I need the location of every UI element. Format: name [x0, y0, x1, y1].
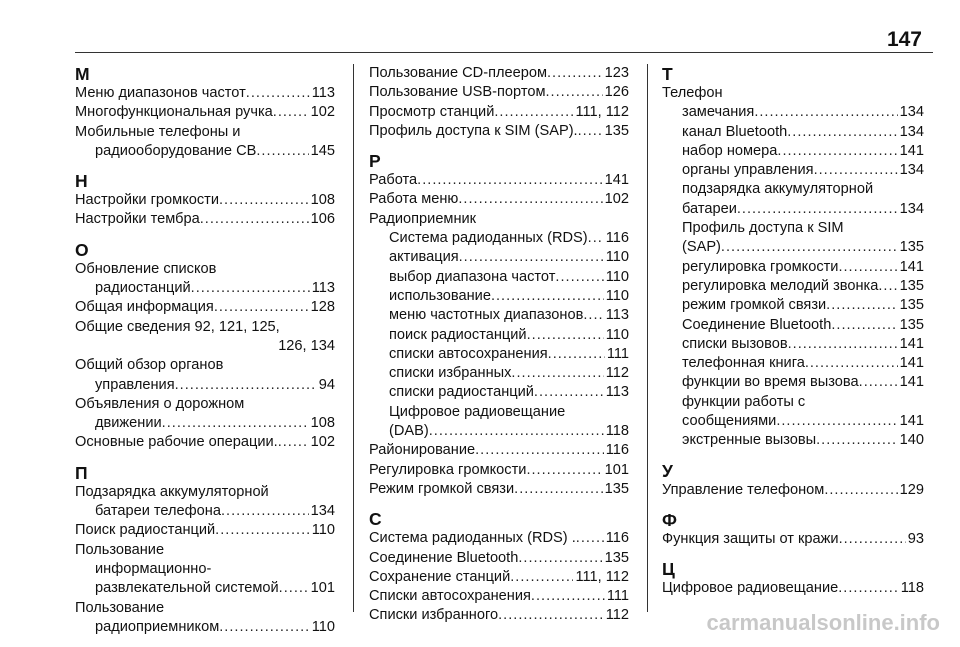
index-section — [75, 64, 335, 161]
entry-text: Списки автосохранения — [369, 588, 531, 605]
entry-page: 134 — [899, 104, 924, 121]
index-heading: информационно- — [95, 560, 212, 577]
dot-leader — [534, 383, 604, 402]
entry-text: (DAB) — [389, 423, 429, 440]
entry-text: управления — [95, 376, 175, 393]
index-entry — [369, 103, 629, 122]
index-heading: Общие сведения 92, 121, 125, — [75, 318, 280, 335]
index-entry — [369, 229, 629, 248]
index-entry — [662, 238, 924, 257]
dot-leader — [511, 364, 603, 383]
entry-text: меню частотных диапазонов — [389, 307, 584, 324]
index-entry — [75, 298, 335, 317]
entry-page: 110 — [605, 268, 629, 285]
entry-text: канал Bluetooth — [682, 123, 788, 140]
entry-page: 111, 112 — [575, 568, 629, 585]
entry-page: 108 — [310, 192, 335, 209]
index-heading: Цифровое радиовещание — [389, 403, 566, 420]
dot-leader — [494, 103, 573, 122]
dot-leader — [475, 441, 604, 460]
entry-page: 118 — [900, 580, 924, 597]
index-entry — [662, 142, 924, 161]
entry-page: 141 — [899, 258, 924, 275]
index-entry — [369, 568, 629, 587]
dot-leader — [816, 431, 898, 450]
index-entry — [369, 190, 629, 209]
section-letter: М — [75, 64, 90, 84]
entry-page: 134 — [899, 162, 924, 179]
entry-page: 111 — [606, 345, 629, 362]
dot-leader — [221, 502, 309, 521]
entry-text: экстренные вызовы — [682, 432, 817, 449]
entry-page: 140 — [899, 432, 924, 449]
entry-text: Просмотр станций — [369, 103, 495, 120]
entry-text: Основные рабочие операции. — [75, 434, 278, 451]
entry-page: 101 — [604, 461, 629, 478]
entry-page: 135 — [899, 239, 924, 256]
index-column-1 — [75, 64, 335, 647]
section-letter: У — [662, 460, 673, 481]
entry-text: Регулировка громкости — [369, 461, 527, 478]
entry-text: Пользование USB-портом — [369, 84, 546, 101]
dot-leader — [754, 103, 897, 122]
dot-leader — [458, 190, 602, 209]
dot-leader — [219, 191, 309, 210]
index-entry — [369, 383, 629, 402]
entry-text: радиоприемником — [95, 618, 220, 635]
section-letter: Ц — [662, 559, 675, 580]
section-letter: С — [369, 509, 382, 530]
index-heading: Телефон — [662, 85, 723, 101]
index-entry — [369, 480, 629, 499]
section-letter: Ф — [662, 509, 677, 530]
index-entry — [369, 461, 629, 480]
index-entry — [369, 364, 629, 383]
index-heading: Общий обзор органов — [75, 357, 224, 374]
entry-page: 116 — [605, 230, 629, 247]
dot-leader — [191, 279, 310, 298]
entry-page: 110 — [605, 326, 629, 343]
dot-leader — [510, 568, 573, 587]
index-heading: Объявления о дорожном — [75, 395, 245, 412]
entry-page: 106 — [310, 211, 335, 228]
index-heading: Мобильные телефоны и — [75, 123, 241, 140]
entry-page: 111, 112 — [575, 103, 629, 120]
entry-text: батареи — [682, 200, 737, 217]
entry-page: 113 — [311, 280, 335, 297]
watermark-logo: carmanualsonline.info — [706, 610, 940, 635]
index-entry — [369, 248, 629, 267]
dot-leader — [831, 316, 897, 335]
dot-leader — [417, 171, 602, 190]
index-entry — [75, 103, 335, 122]
index-entry — [662, 258, 924, 277]
index-entry — [75, 191, 335, 210]
dot-leader — [527, 326, 604, 345]
entry-page: 116 — [605, 530, 629, 547]
entry-page: 102 — [310, 104, 335, 121]
dot-leader — [279, 579, 309, 598]
entry-text: списки вызовов — [682, 335, 788, 352]
entry-text: батареи телефона — [95, 503, 221, 520]
index-entry — [369, 83, 629, 102]
entry-text: Сохранение станций — [369, 568, 511, 585]
entry-page: 145 — [310, 142, 335, 159]
dot-leader — [826, 296, 897, 315]
dot-leader — [547, 64, 603, 83]
entry-page: 135 — [604, 122, 629, 139]
entry-text: выбор диапазона частот — [389, 268, 556, 285]
dot-leader — [273, 103, 309, 122]
dot-leader — [776, 412, 897, 431]
entry-page: 112 — [605, 365, 629, 382]
dot-leader — [459, 248, 604, 267]
entry-page: 102 — [604, 191, 629, 208]
entry-text: Поиск радиостанций — [75, 522, 216, 539]
dot-leader — [721, 238, 898, 257]
index-heading: Радиоприемник — [369, 210, 477, 227]
dot-leader — [805, 354, 898, 373]
index-section — [662, 64, 924, 451]
index-heading: Пользование — [75, 599, 165, 616]
index-section — [75, 240, 335, 453]
entry-page: 129 — [899, 481, 924, 498]
index-entry — [369, 64, 629, 83]
dot-leader — [175, 376, 317, 395]
dot-leader — [526, 461, 602, 480]
index-entry — [662, 103, 924, 122]
dot-leader — [583, 306, 603, 325]
index-column-2 — [369, 64, 629, 636]
entry-text: Работа меню — [369, 191, 459, 208]
entry-text: радиооборудование CB — [95, 142, 257, 159]
entry-page: 135 — [604, 480, 629, 497]
index-entry — [75, 414, 335, 433]
entry-page: 128 — [310, 299, 335, 316]
index-entry — [662, 335, 924, 354]
dot-leader — [256, 142, 308, 161]
index-entry — [662, 481, 924, 500]
dot-leader — [824, 481, 897, 500]
entry-page: 141 — [899, 413, 924, 430]
entry-text: развлекательной системой — [95, 580, 279, 597]
dot-leader — [859, 373, 898, 392]
index-entry — [369, 326, 629, 345]
entry-text: активация — [389, 249, 459, 266]
entry-text: списки радиостанций — [389, 384, 534, 401]
section-letter: О — [75, 239, 89, 260]
section-letter: Н — [75, 171, 88, 192]
entry-page: 135 — [899, 316, 924, 333]
dot-leader — [546, 83, 603, 102]
section-letter: Т — [662, 64, 673, 84]
entry-text: регулировка громкости — [682, 258, 839, 275]
index-entry — [662, 373, 924, 392]
dot-leader — [737, 200, 898, 219]
dot-leader — [531, 587, 605, 606]
entry-text: Многофункциональная ручка — [75, 104, 273, 121]
entry-page: 113 — [605, 384, 629, 401]
entry-text: функции во время вызова — [682, 374, 859, 391]
entry-text: Профиль доступа к SIM (SAP). — [369, 122, 578, 139]
index-entry — [662, 161, 924, 180]
entry-text: режим громкой связи — [682, 297, 827, 314]
dot-leader — [588, 229, 604, 248]
entry-text: движении — [95, 415, 162, 432]
entry-text: Цифровое радиовещание — [662, 580, 839, 597]
entry-text: Списки избранного — [369, 607, 499, 624]
entry-text: телефонная книга — [682, 355, 805, 372]
dot-leader — [518, 549, 602, 568]
index-entry — [369, 171, 629, 190]
dot-leader — [777, 142, 897, 161]
index-entry — [369, 549, 629, 568]
entry-page: 118 — [605, 423, 629, 440]
dot-leader — [491, 287, 604, 306]
index-entry — [75, 521, 335, 540]
entry-page: 110 — [311, 618, 335, 635]
index-entry — [662, 200, 924, 219]
entry-page: 93 — [907, 530, 924, 547]
entry-text: Функция защиты от кражи — [662, 530, 839, 547]
entry-page: 111 — [606, 588, 629, 605]
index-entry — [75, 376, 335, 395]
index-entry — [369, 529, 629, 548]
entry-text: Меню диапазонов частот — [75, 85, 246, 101]
index-entry — [369, 422, 629, 441]
index-entry — [369, 268, 629, 287]
entry-page: 113 — [605, 307, 629, 324]
dot-leader — [878, 277, 897, 296]
index-section — [662, 461, 924, 500]
entry-page: 126 — [604, 84, 629, 101]
index-heading: Профиль доступа к SIM — [682, 220, 844, 237]
entry-text: списки избранных — [389, 365, 512, 382]
index-entry — [662, 296, 924, 315]
entry-page: 123 — [604, 65, 629, 81]
index-section — [369, 509, 629, 625]
entry-page: 94 — [318, 376, 335, 393]
dot-leader — [555, 268, 603, 287]
dot-leader — [514, 480, 603, 499]
index-entry — [369, 287, 629, 306]
column-divider — [647, 64, 648, 612]
column-divider — [353, 64, 354, 612]
page-number: 147 — [886, 28, 922, 51]
section-letter: Р — [369, 151, 381, 172]
entry-page: 116 — [605, 442, 629, 459]
dot-leader — [814, 161, 898, 180]
dot-leader — [838, 258, 897, 277]
dot-leader — [787, 123, 897, 142]
index-section — [369, 151, 629, 499]
entry-page: 135 — [899, 277, 924, 294]
index-entry — [75, 84, 335, 103]
entry-page: 141 — [899, 142, 924, 159]
index-section — [75, 463, 335, 637]
entry-page: 110 — [605, 287, 629, 304]
index-heading: функции работы с — [682, 393, 806, 410]
index-entry — [369, 587, 629, 606]
entry-page: 141 — [899, 335, 924, 352]
dot-leader — [498, 606, 604, 625]
index-entry — [662, 431, 924, 450]
index-entry — [662, 354, 924, 373]
entry-page: 110 — [605, 249, 629, 266]
index-entry — [662, 316, 924, 335]
entry-text: сообщениями — [682, 413, 777, 430]
entry-text: Настройки тембра — [75, 211, 200, 228]
index-entry — [75, 279, 335, 298]
entry-page: 134 — [310, 503, 335, 520]
index-section — [75, 171, 335, 230]
index-entry — [369, 345, 629, 364]
entry-page: 110 — [311, 522, 335, 539]
dot-leader — [548, 345, 605, 364]
dot-leader — [838, 579, 898, 598]
index-heading: подзарядка аккумуляторной — [682, 181, 874, 198]
entry-text: Настройки громкости — [75, 192, 219, 209]
entry-text: Общая информация — [75, 299, 214, 316]
index-section — [662, 559, 924, 598]
entry-page: 141 — [899, 374, 924, 391]
index-entry — [75, 142, 335, 161]
index-entry — [662, 412, 924, 431]
entry-text: Режим громкой связи — [369, 480, 515, 497]
index-section — [369, 64, 629, 141]
entry-page: 108 — [310, 415, 335, 432]
entry-text: органы управления — [682, 162, 814, 179]
index-section — [662, 510, 924, 549]
dot-leader — [429, 422, 604, 441]
index-entry — [369, 122, 629, 141]
entry-page: 141 — [899, 355, 924, 372]
index-entry — [662, 277, 924, 296]
entry-text: радиостанций — [95, 280, 191, 297]
entry-page: 135 — [604, 549, 629, 566]
index-heading: Обновление списков — [75, 260, 217, 277]
entry-text: замечания — [682, 104, 755, 121]
entry-page: 135 — [899, 297, 924, 314]
index-entry — [75, 210, 335, 229]
entry-text: Система радиоданных (RDS) . — [369, 530, 576, 547]
index-column-3 — [662, 64, 924, 609]
entry-text: (SAP) — [682, 239, 721, 256]
dot-leader — [578, 122, 603, 141]
index-entry — [369, 606, 629, 625]
entry-page: 141 — [604, 172, 629, 189]
dot-leader — [200, 210, 309, 229]
entry-text: набор номера — [682, 142, 778, 159]
entry-page: 112 — [605, 607, 629, 624]
entry-page: 134 — [899, 123, 924, 140]
entry-text: поиск радиостанций — [389, 326, 527, 343]
index-entry — [662, 579, 924, 598]
index-entry — [662, 123, 924, 142]
index-entry — [369, 441, 629, 460]
entry-text: Система радиоданных (RDS) — [389, 230, 588, 247]
entry-text: списки автосохранения — [389, 345, 548, 362]
entry-text: Управление телефоном — [662, 481, 825, 498]
index-entry — [75, 618, 335, 637]
dot-leader — [278, 433, 309, 452]
index-heading: Пользование — [75, 541, 165, 558]
entry-page: 101 — [310, 580, 335, 597]
index-entry — [75, 433, 335, 452]
index-entry — [662, 530, 924, 549]
dot-leader — [839, 530, 906, 549]
entry-text: Соединение Bluetooth — [682, 316, 832, 333]
dot-leader — [788, 335, 898, 354]
entry-text: использование — [389, 287, 491, 304]
dot-leader — [162, 414, 309, 433]
index-entry — [75, 502, 335, 521]
entry-text: Пользование CD-плеером — [369, 65, 547, 81]
dot-leader — [214, 298, 309, 317]
entry-page: 113 — [311, 85, 335, 101]
index-entry — [75, 579, 335, 598]
section-letter: П — [75, 462, 88, 483]
dot-leader — [215, 521, 310, 540]
dot-leader — [576, 529, 604, 548]
index-heading: Подзарядка аккумуляторной — [75, 483, 269, 500]
entry-page: 102 — [310, 434, 335, 451]
entry-text: регулировка мелодий звонка — [682, 277, 879, 294]
index-entry — [369, 306, 629, 325]
entry-text: Районирование — [369, 442, 476, 459]
entry-text: Работа — [369, 172, 418, 189]
dot-leader — [246, 84, 310, 103]
entry-page-continuation: 126, 134 — [278, 337, 335, 354]
dot-leader — [219, 618, 309, 637]
entry-text: Соединение Bluetooth — [369, 549, 519, 566]
header-rule — [75, 52, 933, 53]
entry-page: 134 — [899, 200, 924, 217]
